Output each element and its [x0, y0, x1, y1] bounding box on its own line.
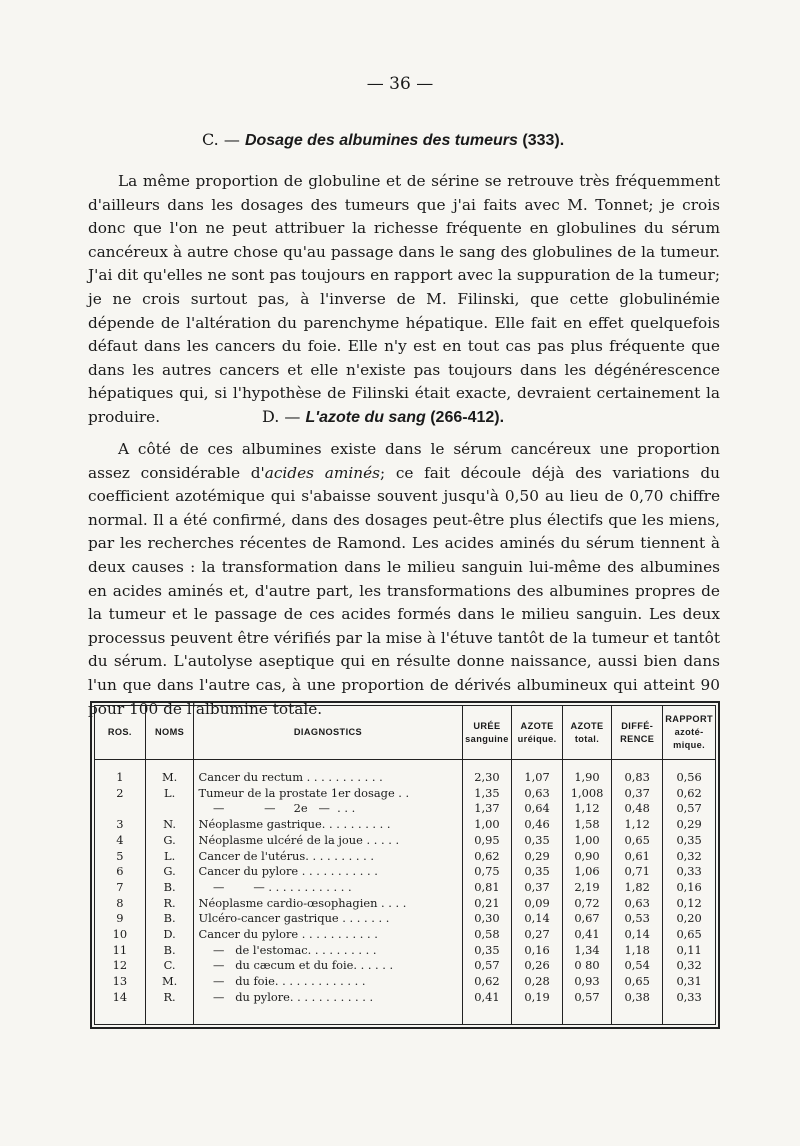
cell-no: 13: [95, 974, 145, 990]
cell-uree: 0,35: [462, 943, 512, 959]
cell-no: 6: [95, 864, 145, 880]
cell-uree: 0,75: [462, 864, 512, 880]
col-header-rapport: RAPPORT azoté-mique.: [663, 706, 715, 760]
cell-azt: 1,12: [562, 801, 611, 817]
cell-azt: 0,41: [562, 927, 611, 943]
cell-diag: Ulcéro-cancer gastrique . . . . . . .: [194, 911, 462, 927]
section-heading-d: [262, 407, 800, 427]
cell-diag: Néoplasme ulcéré de la joue . . . . .: [194, 833, 462, 849]
section-c-ref: (333).: [517, 132, 565, 149]
paragraph-2-after: ; ce fait découle déjà des variations du coefficient azotémique qui s'abaisse souvent jusqu'à 0,50 au lieu de 0,70 chiffre normal. Il a été confirmé, dans des dosages peut-être plus électifs que les miens, par les recherches récentes de Ramond. Les acides aminés du sérum tiennent à deux causes : la transformation dans le milieu sanguin lui-même des albumines en acides aminés et, d'autre part, les transformations des albumines propres de la tumeur et le passage de ces acides formés dans le milieu sanguin. Les deux processus peuvent être vérifiés par la mise à l'étuve tantôt de la tumeur et tantôt du sérum. L'autolyse aseptique qui en résulte donne naissance, aussi bien dans l'un que dans l'autre cas, à une proportion de dérivés albumineux qui atteint 90 pour 100 de l'albumine totale.: [88, 463, 720, 718]
cell-uree: 0,62: [462, 974, 512, 990]
cell-dif: 0,83: [612, 770, 663, 786]
cell-azu: 0,35: [512, 864, 562, 880]
paragraph-2-before: A côté de ces albumines existe dans le sérum cancéreux une proportion assez considérable d': [88, 440, 720, 482]
col-header-azote-total: AZOTE total.: [562, 706, 611, 760]
cell-azt: 1,00: [562, 833, 611, 849]
cell-azu: 0,26: [512, 958, 562, 974]
cell-azu: 0,28: [512, 974, 562, 990]
cell-uree: 0,58: [462, 927, 512, 943]
cell-nom: R.: [145, 990, 194, 1006]
cell-diag: Cancer du rectum . . . . . . . . . . .: [194, 770, 462, 786]
cell-rap: 0,33: [676, 864, 702, 879]
cell-diag: — — . . . . . . . . . . . .: [194, 880, 462, 896]
section-c-label: C. —: [202, 130, 245, 149]
cell-uree: 2,30: [462, 770, 512, 786]
cell-no: 2: [95, 786, 145, 802]
cell-dif: 0,53: [612, 911, 663, 927]
cell-nom: D.: [145, 927, 194, 943]
cell-diag: — du cæcum et du foie. . . . . .: [194, 958, 462, 974]
cell-azu: 0,35: [512, 833, 562, 849]
section-c-title: Dosage des albumines des tumeurs: [244, 132, 518, 149]
cell-azu: 0,14: [512, 911, 562, 927]
table-row: [95, 770, 715, 786]
cell-azu: 1,07: [512, 770, 562, 786]
cell-dif: 0,14: [612, 927, 663, 943]
cell-azt: 0 80: [562, 958, 611, 974]
cell-rap: 0,20: [676, 911, 702, 926]
table-row: [95, 990, 715, 1006]
section-d-title: L'azote du sang: [305, 409, 426, 426]
cell-dif: 0,48: [612, 801, 663, 817]
cell-nom: G.: [145, 833, 194, 849]
cell-uree: 0,41: [462, 990, 512, 1006]
table-row: [95, 817, 715, 833]
cell-no: 14: [95, 990, 145, 1006]
cell-rap: 0,32: [676, 848, 702, 863]
cell-rap: 0,11: [676, 942, 702, 957]
cell-no: 4: [95, 833, 145, 849]
cell-no: 12: [95, 958, 145, 974]
cell-no: 10: [95, 927, 145, 943]
cell-nom: M.: [145, 770, 194, 786]
cell-no: 11: [95, 943, 145, 959]
cell-diag: Cancer du pylore . . . . . . . . . . .: [194, 864, 462, 880]
cell-no: 9: [95, 911, 145, 927]
cell-rap: 0,31: [676, 974, 702, 989]
table-row: [95, 864, 715, 880]
table-row: [95, 896, 715, 912]
cell-dif: 1,82: [612, 880, 663, 896]
cell-nom: L.: [145, 849, 194, 865]
cell-diag: — du pylore. . . . . . . . . . . .: [194, 990, 462, 1006]
cell-azu: 0,09: [512, 896, 562, 912]
cell-azt: 0,57: [562, 990, 611, 1006]
cell-rap: 0,33: [676, 989, 702, 1004]
cell-nom: M.: [145, 974, 194, 990]
cell-uree: 0,30: [462, 911, 512, 927]
cell-azt: 0,93: [562, 974, 611, 990]
cell-azt: 1,58: [562, 817, 611, 833]
cell-rap: 0,29: [676, 817, 702, 832]
paragraph-2: [88, 438, 720, 721]
cell-diag: Tumeur de la prostate 1er dosage . .: [194, 786, 462, 802]
cell-azu: 0,16: [512, 943, 562, 959]
cell-diag: Cancer du pylore . . . . . . . . . . .: [194, 927, 462, 943]
cell-dif: 1,12: [612, 817, 663, 833]
cell-uree: 0,81: [462, 880, 512, 896]
cell-uree: 1,37: [462, 801, 512, 817]
cell-azu: 0,37: [512, 880, 562, 896]
cell-nom: B.: [145, 880, 194, 896]
cell-azt: 0,72: [562, 896, 611, 912]
cell-rap: 0,56: [676, 770, 702, 784]
cell-rap: 0,62: [676, 785, 702, 800]
cell-nom: [145, 801, 194, 817]
cell-azt: 1,008: [562, 786, 611, 802]
cell-dif: 0,71: [612, 864, 663, 880]
cell-rap: 0,35: [676, 832, 702, 847]
table-row: [95, 880, 715, 896]
cell-dif: 1,18: [612, 943, 663, 959]
table-row: [95, 974, 715, 990]
col-header-azote-ureique: AZOTE uréique.: [512, 706, 562, 760]
section-heading-c: [202, 130, 800, 150]
cell-azt: 1,06: [562, 864, 611, 880]
cell-diag: Néoplasme cardio-œsophagien . . . .: [194, 896, 462, 912]
cell-dif: 0,54: [612, 958, 663, 974]
table-row: [95, 927, 715, 943]
section-d-ref: (266-412).: [425, 409, 505, 426]
cell-dif: 0,65: [612, 833, 663, 849]
col-header-noms: NOMS: [145, 706, 194, 760]
cell-azt: 2,19: [562, 880, 611, 896]
table-body: [95, 760, 715, 1025]
col-header-uree: URÉE sanguine: [462, 706, 512, 760]
cell-no: 5: [95, 849, 145, 865]
table-row: [95, 943, 715, 959]
cell-nom: B.: [145, 911, 194, 927]
cell-nom: C.: [145, 958, 194, 974]
cell-dif: 0,61: [612, 849, 663, 865]
table-row: [95, 958, 715, 974]
section-d-label: D. —: [262, 407, 306, 426]
cell-azt: 0,67: [562, 911, 611, 927]
cell-uree: 1,35: [462, 786, 512, 802]
cell-uree: 1,00: [462, 817, 512, 833]
azotemia-table: [90, 701, 720, 1029]
cell-dif: 0,65: [612, 974, 663, 990]
cell-diag: Néoplasme gastrique. . . . . . . . . .: [194, 817, 462, 833]
cell-rap: 0,32: [676, 958, 702, 973]
cell-azt: 1,34: [562, 943, 611, 959]
cell-azu: 0,19: [512, 990, 562, 1006]
cell-nom: B.: [145, 943, 194, 959]
cell-rap: 0,65: [676, 927, 702, 942]
paragraph-1: La même proportion de globuline et de sérine se retrouve très fréquemment d'ailleurs dans les dosages des tumeurs que j'ai faits avec M. Tonnet; je crois donc que l'on ne peut attribuer la richesse fréquente en globulines du sérum cancéreux à autre chose qu'au passage dans le sang des globulines de la tumeur. J'ai dit qu'elles ne sont pas toujours en rapport avec la suppuration de la tumeur; je ne crois surtout pas, à l'inverse de M. Filinski, que cette globulinémie dépende de l'altération du parenchyme hépatique. Elle fait en effet quelquefois défaut dans les cancers du foie. Elle n'y est en tout cas pas plus fréquente que dans les autres cancers et elle n'existe pas toujours dans les dégénérescence hépatiques qui, si l'hypothèse de Filinski était exacte, devraient certainement la produire.: [88, 172, 720, 426]
cell-no: 7: [95, 880, 145, 896]
cell-uree: 0,62: [462, 849, 512, 865]
cell-azu: 0,63: [512, 786, 562, 802]
cell-dif: 0,38: [612, 990, 663, 1006]
cell-nom: R.: [145, 896, 194, 912]
cell-diag: — de l'estomac. . . . . . . . . .: [194, 943, 462, 959]
cell-rap: 0,16: [676, 879, 702, 894]
paragraph-2-emph: acides aminés: [264, 463, 380, 482]
cell-diag: — — 2e — . . .: [194, 801, 462, 817]
cell-rap: 0,57: [676, 801, 702, 816]
table-row: [95, 833, 715, 849]
table-row: [95, 911, 715, 927]
cell-nom: G.: [145, 864, 194, 880]
col-header-difference: DIFFÉ-RENCE: [612, 706, 663, 760]
cell-rap: 0,12: [676, 895, 702, 910]
table-row: [95, 801, 715, 817]
cell-azt: 1,90: [562, 770, 611, 786]
cell-azu: 0,46: [512, 817, 562, 833]
cell-azu: 0,64: [512, 801, 562, 817]
cell-uree: 0,95: [462, 833, 512, 849]
cell-uree: 0,21: [462, 896, 512, 912]
cell-no: 8: [95, 896, 145, 912]
cell-no: 1: [95, 770, 145, 786]
col-header-nos: ROS.: [95, 706, 145, 760]
cell-azt: 0,90: [562, 849, 611, 865]
cell-diag: Cancer de l'utérus. . . . . . . . . .: [194, 849, 462, 865]
cell-azu: 0,27: [512, 927, 562, 943]
page-number: — 36 —: [366, 74, 434, 94]
cell-dif: 0,37: [612, 786, 663, 802]
cell-no: 3: [95, 817, 145, 833]
cell-azu: 0,29: [512, 849, 562, 865]
cell-diag: — du foie. . . . . . . . . . . . .: [194, 974, 462, 990]
cell-nom: N.: [145, 817, 194, 833]
cell-nom: L.: [145, 786, 194, 802]
table-row: [95, 849, 715, 865]
cell-no: [95, 801, 145, 817]
cell-uree: 0,57: [462, 958, 512, 974]
col-header-diagnostics: DIAGNOSTICS: [194, 706, 462, 760]
table-row: [95, 786, 715, 802]
cell-dif: 0,63: [612, 896, 663, 912]
